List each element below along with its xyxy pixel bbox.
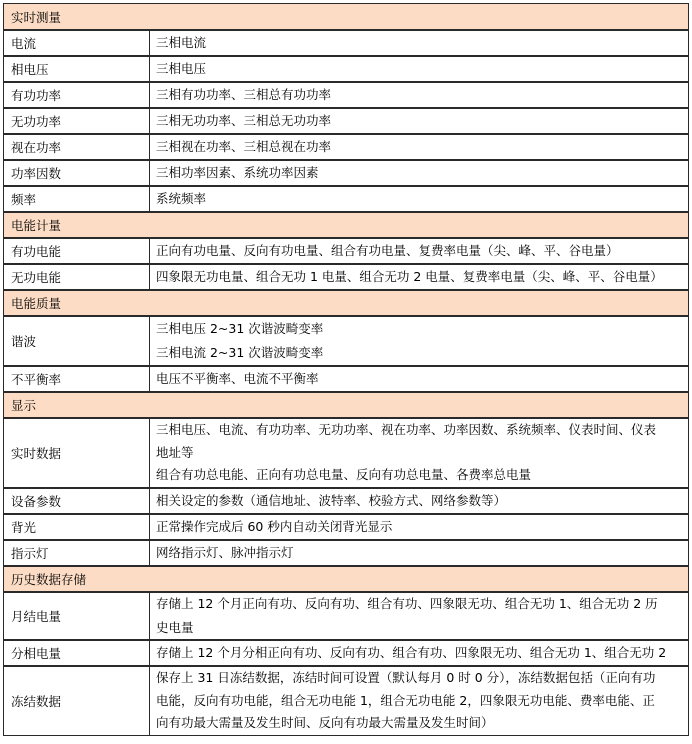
row-value [150,515,688,539]
row-label: 电流 [4,31,150,55]
section-header: 电能质量 [3,290,689,316]
table-row [3,82,689,108]
row-label: 谐波 [4,317,150,365]
value-line: 系统频率 [156,191,207,206]
value-line: 地址等 [156,444,194,460]
row-label: 月结电量 [4,593,150,639]
row-label: 视在功率 [4,135,150,159]
row-label: 冻结数据 [4,667,150,735]
row-value [150,265,688,289]
value-line: 保存上 31 日冻结数据，冻结时间可设置（默认每月 0 时 0 分），冻结数据包括（正向有功 [156,670,656,686]
row-value [150,109,688,133]
section-header: 显示 [3,392,689,418]
row-value [150,541,688,565]
value-line: 三相电压 2~31 次谐波畸变率 [156,321,324,336]
row-value [150,667,688,735]
row-label: 无功电能 [4,265,150,289]
value-line: 存储上 12 个月分相正向有功、反向有功、组合有功、四象限无功、组合无功 1、组合无功 2 [156,645,667,660]
row-value [150,367,688,391]
row-label: 无功功率 [4,109,150,133]
table-row [3,514,689,540]
table-row [3,30,689,56]
table-row [3,640,689,666]
value-line: 四象限无功电量、组合无功 1 电量、组合无功 2 电量、复费率电量（尖、峰、平、谷电量） [156,269,663,284]
table-row [3,160,689,186]
row-value [150,57,688,81]
value-line: 三相电压 [156,61,207,76]
row-value [150,83,688,107]
table-row [3,666,689,736]
value-line: 三相电流 2~31 次谐波畸变率 [156,345,324,360]
row-label: 设备参数 [4,489,150,513]
row-label: 背光 [4,515,150,539]
value-line: 电能，反向有功电能，组合无功电能 1，组合无功电能 2，四象限无功电能、费率电能、正 [156,692,655,708]
value-line: 电压不平衡率、电流不平衡率 [156,371,319,386]
row-label: 相电压 [4,57,150,81]
value-line: 三相有功功率、三相总有功功率 [156,87,332,102]
value-line: 三相无功功率、三相总无功功率 [156,113,332,128]
value-line: 三相视在功率、三相总视在功率 [156,139,332,154]
table-row [3,56,689,82]
table-row [3,134,689,160]
value-line: 正向有功电量、反向有功电量、组合有功电量、复费率电量（尖、峰、平、谷电量） [156,243,619,258]
section-header: 历史数据存储 [3,566,689,592]
table-row [3,592,689,640]
row-label: 功率因数 [4,161,150,185]
row-value [150,135,688,159]
table-row [3,366,689,392]
table-row [3,264,689,290]
row-label: 频率 [4,187,150,211]
section-header: 实时测量 [3,3,689,30]
row-label: 实时数据 [4,419,150,487]
value-line: 存储上 12 个月正向有功、反向有功、组合有功、四象限无功、组合无功 1、组合无功 2 历 [156,596,658,611]
row-value [150,31,688,55]
spec-table [3,3,689,736]
value-line: 史电量 [156,620,194,635]
row-value [150,161,688,185]
table-row [3,540,689,566]
value-line: 正常操作完成后 60 秒内自动关闭背光显示 [156,519,393,534]
row-value [150,641,688,665]
row-label: 指示灯 [4,541,150,565]
value-line: 相关设定的参数（通信地址、波特率、校验方式、网络参数等） [156,493,507,508]
value-line: 三相电流 [156,35,207,50]
table-row [3,418,689,488]
value-line: 三相功率因素、系统功率因素 [156,165,319,180]
row-label: 分相电量 [4,641,150,665]
row-value [150,317,688,365]
row-label: 有功电能 [4,239,150,263]
row-value [150,489,688,513]
value-line: 向有功最大需量及发生时间、反向有功最大需量及发生时间） [156,715,494,731]
row-value [150,419,688,487]
table-row [3,316,689,366]
row-value [150,187,688,211]
table-row [3,186,689,212]
table-row [3,108,689,134]
row-label: 有功功率 [4,83,150,107]
row-value [150,239,688,263]
value-line: 组合有功总电能、正向有功总电量、反向有功总电量、各费率总电量 [156,467,532,483]
row-label: 不平衡率 [4,367,150,391]
table-row [3,238,689,264]
row-value [150,593,688,639]
value-line: 网络指示灯、脉冲指示灯 [156,545,294,560]
value-line: 三相电压、电流、有功功率、无功功率、视在功率、功率因数、系统频率、仪表时间、仪表 [156,422,657,438]
section-header: 电能计量 [3,212,689,238]
table-row [3,488,689,514]
